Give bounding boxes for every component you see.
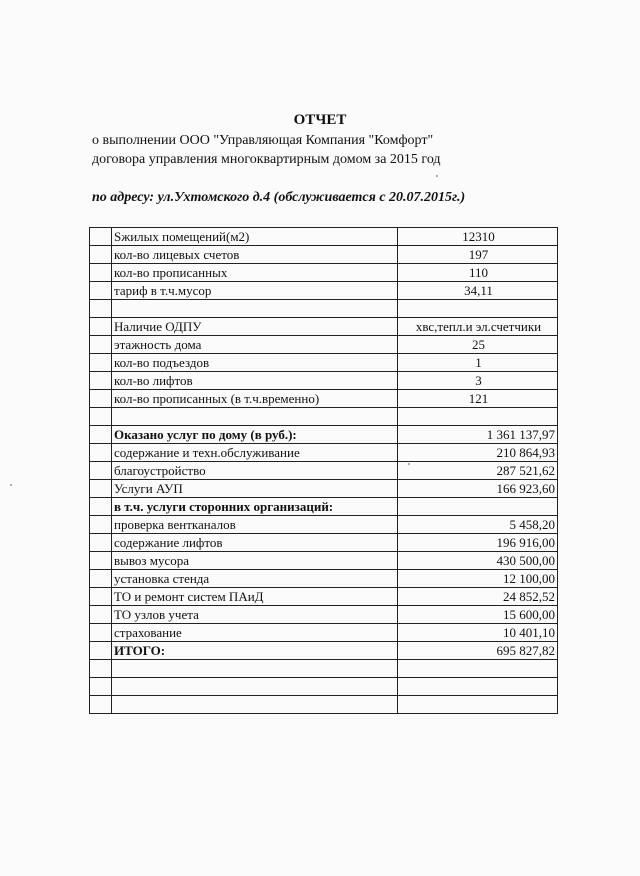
row-label-cell: [112, 660, 398, 678]
row-index-cell: [90, 480, 112, 498]
table-row: [90, 534, 558, 552]
report-title: ОТЧЕТ: [293, 112, 347, 128]
row-label-cell: ИТОГО:: [112, 642, 398, 660]
row-label-cell: Услуги АУП: [112, 480, 398, 498]
row-index-cell: [90, 318, 112, 336]
row-label-cell: ТО и ремонт систем ПАиД: [112, 588, 398, 606]
table-row: [90, 318, 558, 336]
row-value-cell: 110: [398, 264, 558, 282]
row-label-cell: [112, 696, 398, 714]
row-value-cell: 695 827,82: [398, 642, 558, 660]
row-index-cell: [90, 516, 112, 534]
row-value-cell: 34,11: [398, 282, 558, 300]
row-value-cell: 3: [398, 372, 558, 390]
table-row: [90, 462, 558, 480]
row-index-cell: [90, 264, 112, 282]
table-row: [90, 228, 558, 246]
row-label-cell: в т.ч. услуги сторонних организаций:: [112, 498, 398, 516]
row-label-cell: [112, 678, 398, 696]
row-index-cell: [90, 678, 112, 696]
table-row: [90, 246, 558, 264]
row-index-cell: [90, 408, 112, 426]
row-index-cell: [90, 642, 112, 660]
row-value-cell: 196 916,00: [398, 534, 558, 552]
row-value-cell: хвс,тепл.и эл.счетчики: [398, 318, 558, 336]
row-value-cell: 10 401,10: [398, 624, 558, 642]
row-index-cell: [90, 624, 112, 642]
table-row: [90, 300, 558, 318]
row-index-cell: [90, 498, 112, 516]
row-value-cell: 210 864,93: [398, 444, 558, 462]
row-value-cell: 5 458,20: [398, 516, 558, 534]
table-row: [90, 570, 558, 588]
table-row: [90, 372, 558, 390]
row-value-cell: [398, 408, 558, 426]
row-value-cell: [398, 300, 558, 318]
row-label-cell: кол-во прописанных: [112, 264, 398, 282]
row-label-cell: тариф в т.ч.мусор: [112, 282, 398, 300]
row-label-cell: кол-во лифтов: [112, 372, 398, 390]
table-row: [90, 696, 558, 714]
table-row: [90, 336, 558, 354]
row-label-cell: Наличие ОДПУ: [112, 318, 398, 336]
row-index-cell: [90, 606, 112, 624]
row-index-cell: [90, 462, 112, 480]
row-label-cell: этажность дома: [112, 336, 398, 354]
report-subtitle-line1: о выполнении ООО "Управляющая Компания "Комфорт": [92, 133, 434, 148]
table-row: [90, 282, 558, 300]
table-row: [90, 390, 558, 408]
row-label-cell: содержание лифтов: [112, 534, 398, 552]
table-row: [90, 606, 558, 624]
row-index-cell: [90, 228, 112, 246]
report-table: [89, 227, 558, 714]
table-row: [90, 498, 558, 516]
row-index-cell: [90, 444, 112, 462]
table-row: [90, 588, 558, 606]
row-label-cell: содержание и техн.обслуживание: [112, 444, 398, 462]
row-value-cell: 12 100,00: [398, 570, 558, 588]
table-row: [90, 426, 558, 444]
row-index-cell: [90, 588, 112, 606]
row-value-cell: 430 500,00: [398, 552, 558, 570]
table-row: [90, 444, 558, 462]
row-index-cell: [90, 534, 112, 552]
table-row: [90, 354, 558, 372]
table-row: [90, 660, 558, 678]
row-index-cell: [90, 696, 112, 714]
row-label-cell: кол-во прописанных (в т.ч.временно): [112, 390, 398, 408]
row-index-cell: [90, 336, 112, 354]
table-row: [90, 678, 558, 696]
row-label-cell: ТО узлов учета: [112, 606, 398, 624]
row-value-cell: 12310: [398, 228, 558, 246]
table-row: [90, 624, 558, 642]
row-index-cell: [90, 354, 112, 372]
scan-speck: [408, 463, 410, 465]
row-value-cell: [398, 678, 558, 696]
row-index-cell: [90, 300, 112, 318]
row-value-cell: 25: [398, 336, 558, 354]
row-value-cell: 1 361 137,97: [398, 426, 558, 444]
row-label-cell: [112, 300, 398, 318]
row-index-cell: [90, 426, 112, 444]
row-value-cell: [398, 696, 558, 714]
row-index-cell: [90, 282, 112, 300]
row-index-cell: [90, 246, 112, 264]
row-value-cell: [398, 660, 558, 678]
report-subtitle-line2: договора управления многоквартирным домом за 2015 год: [92, 152, 441, 167]
row-value-cell: 24 852,52: [398, 588, 558, 606]
table-row: [90, 480, 558, 498]
row-label-cell: вывоз мусора: [112, 552, 398, 570]
report-address: по адресу: ул.Ухтомского д.4 (обслуживается с 20.07.2015г.): [92, 190, 466, 205]
row-index-cell: [90, 372, 112, 390]
scan-speck: [436, 175, 438, 177]
row-value-cell: 287 521,62: [398, 462, 558, 480]
row-index-cell: [90, 390, 112, 408]
row-index-cell: [90, 552, 112, 570]
row-label-cell: Оказано услуг по дому (в руб.):: [112, 426, 398, 444]
table-row: [90, 264, 558, 282]
scan-speck: [10, 484, 12, 486]
row-label-cell: установка стенда: [112, 570, 398, 588]
row-label-cell: кол-во подъездов: [112, 354, 398, 372]
row-value-cell: 121: [398, 390, 558, 408]
row-label-cell: кол-во лицевых счетов: [112, 246, 398, 264]
table-row: [90, 516, 558, 534]
table-row: [90, 642, 558, 660]
row-label-cell: Sжилых помещений(м2): [112, 228, 398, 246]
row-value-cell: 1: [398, 354, 558, 372]
row-value-cell: 166 923,60: [398, 480, 558, 498]
row-label-cell: страхование: [112, 624, 398, 642]
row-label-cell: проверка вентканалов: [112, 516, 398, 534]
row-value-cell: 197: [398, 246, 558, 264]
row-value-cell: 15 600,00: [398, 606, 558, 624]
table-row: [90, 552, 558, 570]
row-value-cell: [398, 498, 558, 516]
row-index-cell: [90, 660, 112, 678]
row-index-cell: [90, 570, 112, 588]
row-label-cell: [112, 408, 398, 426]
table-row: [90, 408, 558, 426]
row-label-cell: благоустройство: [112, 462, 398, 480]
